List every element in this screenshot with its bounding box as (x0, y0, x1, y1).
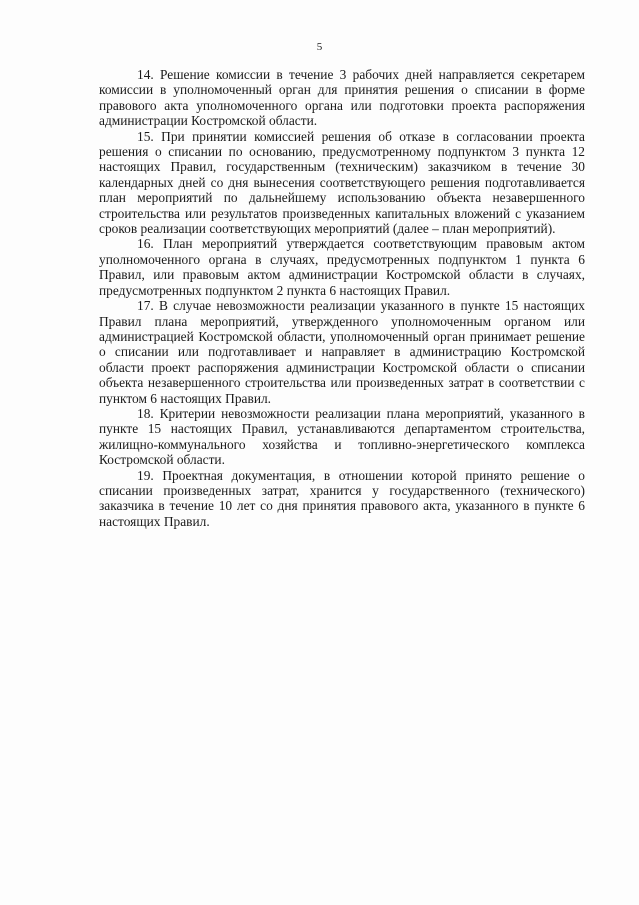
document-body (99, 67, 585, 529)
paragraph-17: 17. В случае невозможности реализации указанного в пункте 15 настоящих Правил плана мероприятий, утвержденного уполномоченным органом или администрацией Костромской области, уполномоченный орган принимает решение о списании или подготавливает и направляет в администрацию Костромской области проект распоряжения администрации Костромской области о списании объекта незавершенного строительства или произведенных затрат в соответствии с пунктом 6 настоящих Правил. (99, 298, 585, 406)
paragraph-16: 16. План мероприятий утверждается соответствующим правовым актом уполномоченного органа в случаях, предусмотренных подпунктом 1 пункта 6 Правил, или правовым актом администрации Костромской области в случаях, предусмотренных подпунктом 2 пункта 6 настоящих Правил. (99, 236, 585, 298)
paragraph-18: 18. Критерии невозможности реализации плана мероприятий, указанного в пункте 15 настоящих Правил, устанавливаются департаментом строительства, жилищно-коммунального хозяйства и топливно-энергетического комплекса Костромской области. (99, 405, 585, 468)
paragraph-14: 14. Решение комиссии в течение 3 рабочих дней направляется секретарем комиссии в уполномоченный орган для принятия решения о списании в форме правового акта уполномоченного органа или подготовки проекта распоряжения администрации Костромской области. (99, 67, 585, 129)
paragraph-15: 15. При принятии комиссией решения об отказе в согласовании проекта решения о списании по основанию, предусмотренному подпунктом 3 пункта 12 настоящих Правил, государственным (техническим) заказчиком в течение 30 календарных дней со дня вынесения соответствующего решения подготавливается план мероприятий по дальнейшему использованию объекта незавершенного строительства или результатов произведенных капитальных вложений с указанием сроков реализации соответствующих мероприятий (далее – план мероприятий). (99, 128, 585, 237)
page-number: 5 (316, 41, 323, 53)
paragraph-19: 19. Проектная документация, в отношении которой принято решение о списании произведенных затрат, хранится у государственного (технического) заказчика в течение 10 лет со дня принятия правового акта, указанного в пункте 6 настоящих Правил. (99, 467, 585, 529)
